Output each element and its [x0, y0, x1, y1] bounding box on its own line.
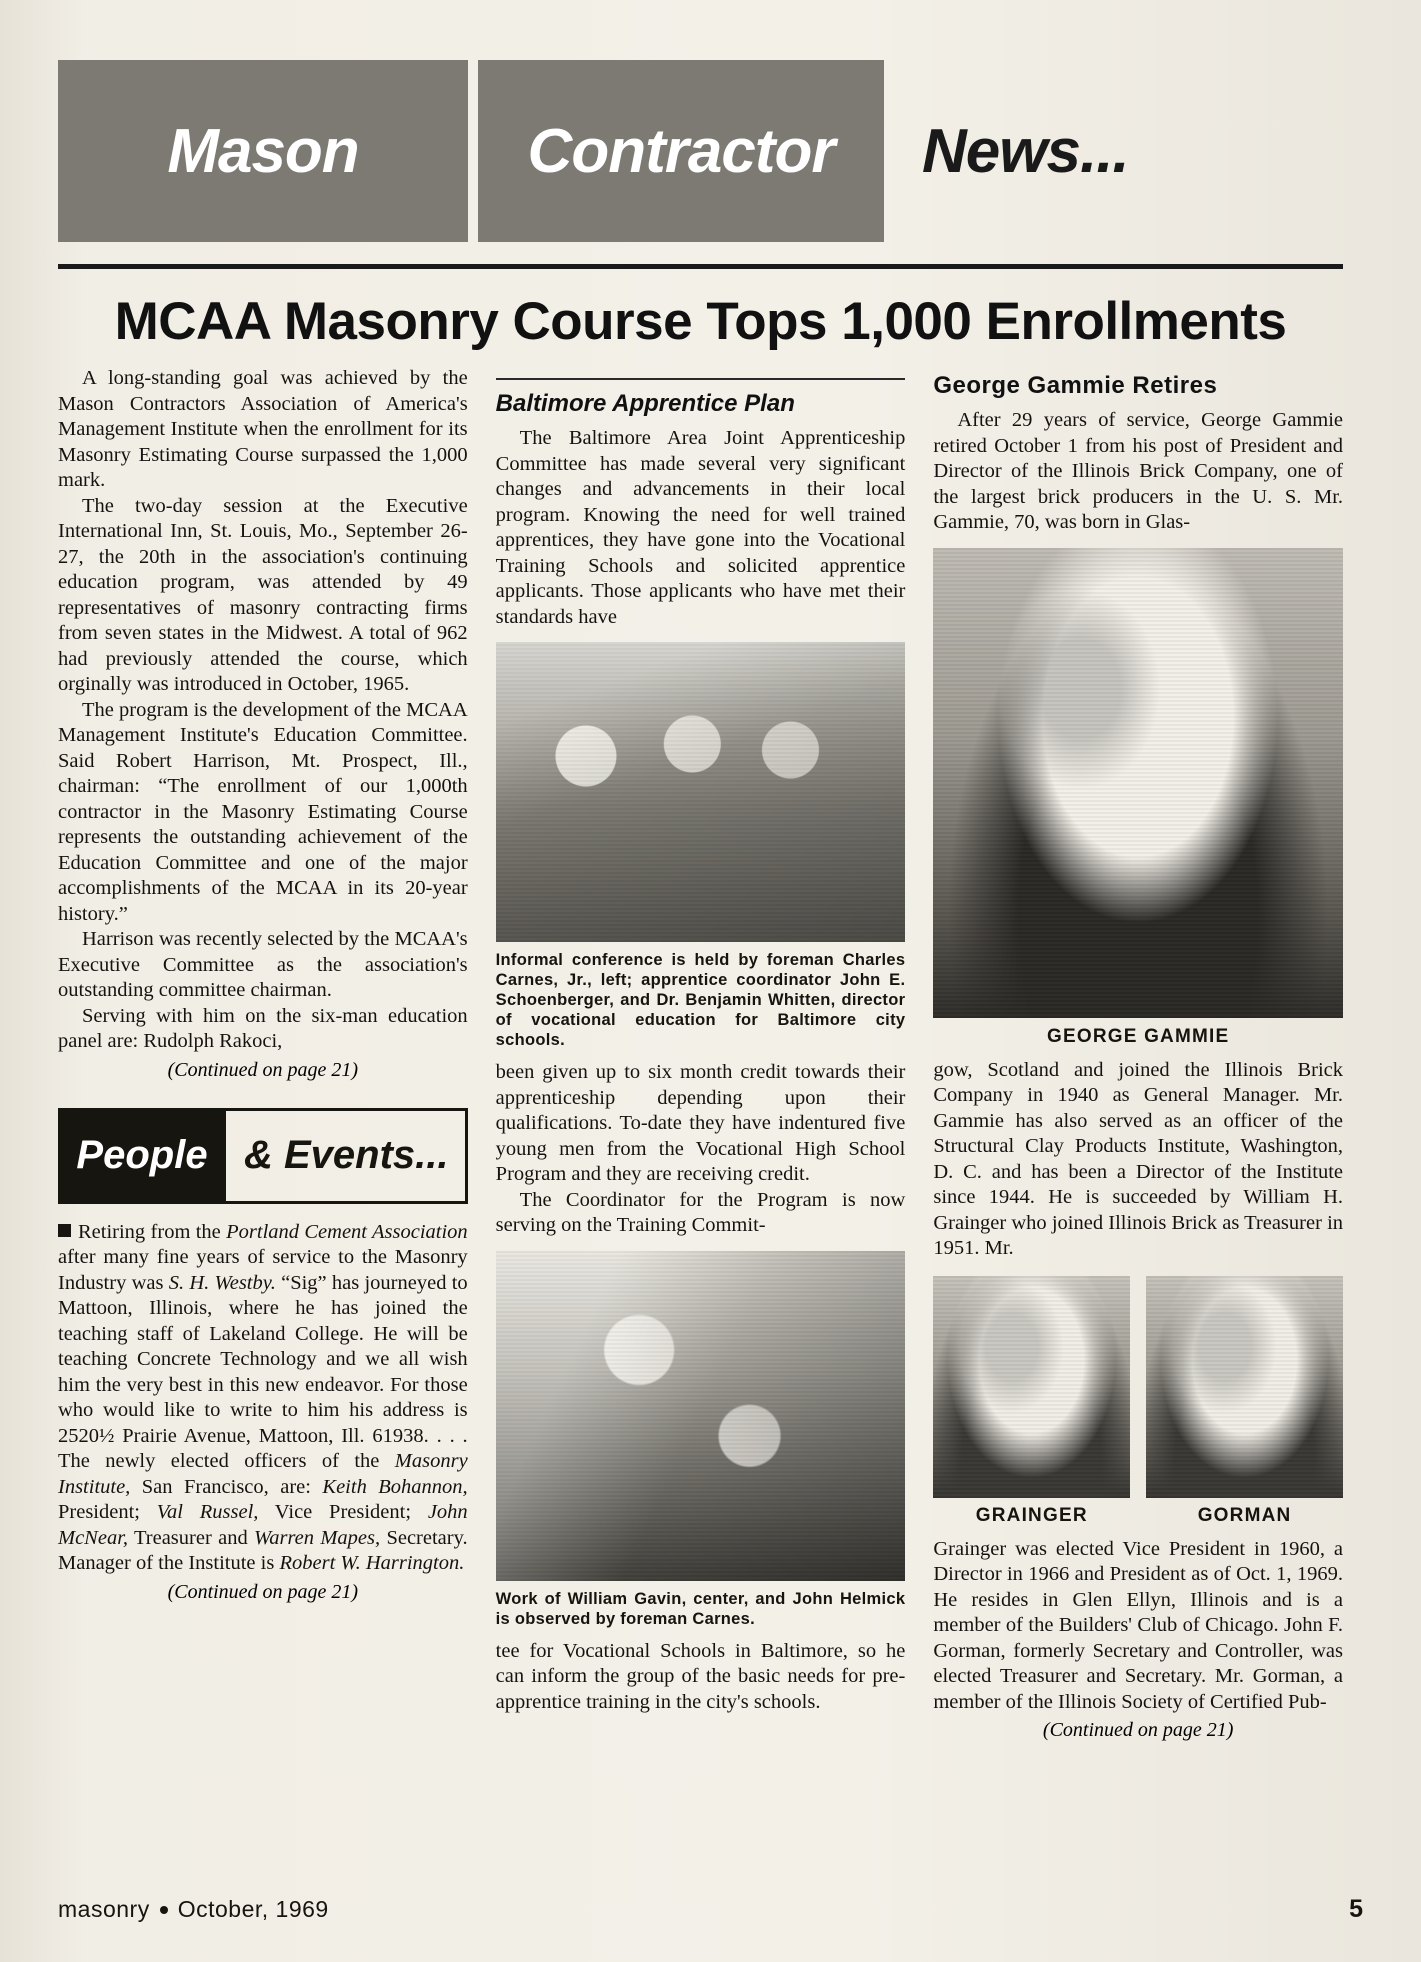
masthead-divider	[468, 60, 478, 242]
footer-dot-icon	[160, 1906, 168, 1914]
square-bullet-icon	[58, 1224, 71, 1237]
photo-caption: Informal conference is held by foreman Charles Carnes, Jr., left; apprentice coordinator John E. Schoenberger, and Dr. Benjamin Whitten, director of vocational education for Baltimore city schools.	[495, 951, 906, 1049]
paragraph: tee for Vocational Schools in Baltimore, so he can inform the group of the basic needs for pre-apprentice training in the city's schools.	[495, 1639, 906, 1713]
footer-publication-name: masonry	[58, 1896, 150, 1922]
continued-note: (Continued on page 21)	[1042, 1719, 1234, 1741]
paragraph: gow, Scotland and joined the Illinois Brick Company in 1940 as General Manager. Mr. Gammie has also served as an officer of the Structural Clay Products Institute, Washington, D. C. and has been a Director of the Institute since 1944. He is succeeded by William H. Grainger who joined Illinois Brick as Treasurer in 1951. Mr.	[933, 1058, 1344, 1259]
column-left	[58, 366, 468, 1742]
masthead-word-news: News...	[922, 116, 1129, 186]
column-right	[933, 366, 1343, 1742]
paragraph: A long-standing goal was achieved by the Mason Contractors Association of America's Management Institute when the enrollment for its Masonry Estimating Course surpassed the 1,000 mark.	[58, 367, 468, 491]
events-logo-word: & Events...	[226, 1108, 468, 1204]
photo-grainger-block	[933, 1276, 1130, 1537]
paragraph: Grainger was elected Vice President in 1960, a Director in 1966 and President as of Oct. 1, 1969. He resides in Glen Ellyn, Illinois and is a member of the Builders' Club of Chicago. John F. Gorman, formerly Secretary and Controller, was elected Treasurer and Secretary. Mr. Gorman, a member of the Illinois Society of Certified Pub-	[933, 1537, 1344, 1713]
photo-caption-name: GEORGE GAMMIE	[1046, 1025, 1230, 1047]
photo-pair	[933, 1276, 1343, 1537]
page-number: 5	[1349, 1895, 1363, 1923]
paragraph: The Baltimore Area Joint Apprenticeship Committee has made several very significant changes and advancements in their local program. Knowing the need for well trained apprentices, they have gone into the Vocational Training Schools and solicited apprentice applicants. Those applicants who have met their standards have	[495, 427, 906, 628]
footer-issue-date: October, 1969	[177, 1896, 329, 1922]
footer-publication	[58, 1896, 329, 1923]
photo-caption-name: GORMAN	[1197, 1504, 1292, 1526]
photo-george-gammie	[933, 548, 1343, 1018]
paragraph: been given up to six month credit towards their apprenticeship depending upon their qualifications. To-date they have indentured five young men from the Vocational High School Program and they are receiving credit.	[495, 1061, 906, 1185]
subhead-baltimore: Baltimore Apprentice Plan	[495, 390, 795, 417]
photo-caption: Work of William Gavin, center, and John Helmick is observed by foreman Carnes.	[495, 1589, 906, 1628]
masthead-word-mason: Mason	[58, 60, 468, 242]
photo-grainger	[933, 1276, 1130, 1498]
page-title: MCAA Masonry Course Tops 1,000 Enrollments	[114, 292, 1287, 351]
page-content	[58, 60, 1343, 1910]
masthead	[58, 60, 1343, 242]
photo-caption-name: GRAINGER	[975, 1504, 1088, 1526]
paragraph: Harrison was recently selected by the MCAA's Executive Committee as the association's outstanding committee chairman.	[58, 928, 468, 1001]
paragraph: After 29 years of service, George Gammie retired October 1 from his post of President and Director of the Illinois Brick Company, one of the largest brick producers in the U. S. Mr. Gammie, 70, was born in Glas-	[933, 409, 1344, 533]
people-and-events-logo	[58, 1108, 468, 1204]
photo-gorman-block	[1146, 1276, 1343, 1537]
page-footer	[58, 1895, 1363, 1924]
paragraph-people-events	[58, 1220, 468, 1577]
masthead-rule	[58, 264, 1343, 269]
continued-note: (Continued on page 21)	[167, 1058, 359, 1081]
paragraph: The program is the development of the MCAA Management Institute's Education Committee. Said Robert Harrison, Mt. Prospect, Ill., chairman: “The enrollment of our 1,000th contractor in the Masonry Estimating Course represents the outstanding achievement of the Education Committee and one of the major accomplishments of the MCAA in its 20-year history.”	[58, 698, 468, 925]
photo-gorman	[1146, 1276, 1343, 1498]
people-logo-word: People	[58, 1108, 226, 1204]
people-events-text: Retiring from the Portland Cement Association after many fine years of service to the Masonry Industry was S. H. Westby. “Sig” has journeyed to Mattoon, Illinois, where he has joined the teaching staff of Lakeland College. He will be teaching Concrete Technology and we all wish him the very best in this new endeavor. For those who would like to write to him his address is 2520½ Prairie Avenue, Mattoon, Ill. 61938. . . . The newly elected officers of the Masonry Institute, San Francisco, are: Keith Bohannon, President; Val Russel, Vice President; John McNear, Treasurer and Warren Mapes, Secretary. Manager of the Institute is Robert W. Harrington.	[58, 1220, 468, 1574]
column-divider-rule	[496, 378, 906, 380]
paragraph: The two-day session at the Executive International Inn, St. Louis, Mo., September 26-27, the 20th in the association's continuing education program, was attended by 49 representatives of masonry contracting firms from seven states in the Midwest. A total of 962 had previously attended the course, which orginally was introduced in October, 1965.	[58, 494, 468, 695]
paragraph: The Coordinator for the Program is now serving on the Training Commit-	[495, 1188, 906, 1236]
masthead-word-contractor: Contractor	[478, 60, 884, 242]
subhead-george-gammie: George Gammie Retires	[933, 372, 1218, 399]
paragraph: Serving with him on the six-man education panel are: Rudolph Rakoci,	[58, 1004, 468, 1052]
photo-apprentice-work	[496, 1251, 906, 1581]
photo-informal-conference	[496, 642, 906, 942]
continued-note: (Continued on page 21)	[167, 1580, 359, 1603]
article-columns	[58, 366, 1343, 1742]
column-center	[496, 366, 906, 1742]
